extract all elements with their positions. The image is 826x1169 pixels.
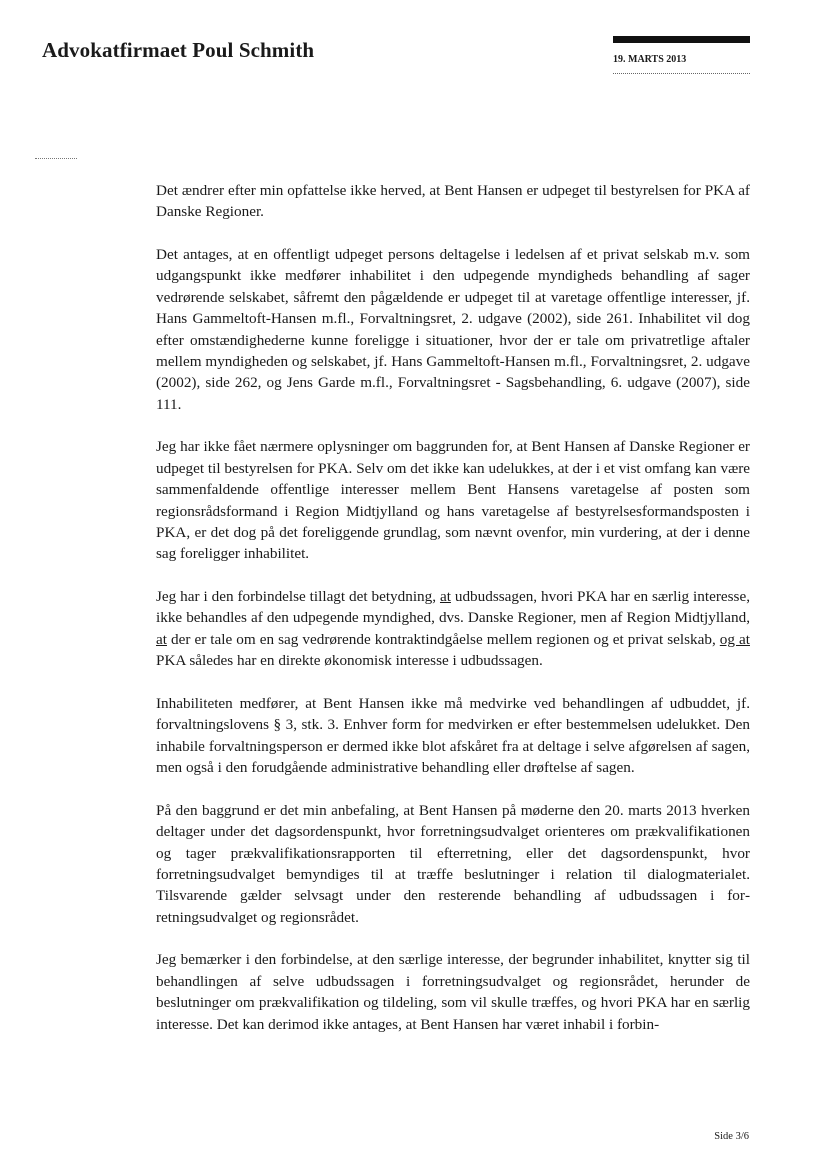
paragraph-4-part-4: PKA således har en direkte økonomisk interesse i udbudssagen. [156,652,543,670]
page-number: Side 3/6 [714,1131,749,1142]
paragraph-4-part-3: der er tale om en sag vedrørende kontraktindgåelse mellem regionen og et privat selskab, [166,630,720,648]
margin-dotted-rule [35,158,77,159]
date-divider [613,73,750,74]
underlined-at-1: at [439,588,451,606]
paragraph-4-part-1: Jeg har i den forbindelse tillagt det betydning, [156,588,440,606]
paragraph-1: Det ændrer efter min opfattelse ikke herved, at Bent Hansen er udpeget til bestyrelsen for PKA af Danske Regioner. [156,182,750,221]
underlined-at-2: at [156,630,167,648]
paragraph-7: Jeg bemærker i den forbindelse, at den særlige interesse, der begrunder inhabilitet, knytter sig til behandlingen af selve udbudssagen i forretningsudvalget og regionsrådet, herunder de beslutninger om prækvalifikation og tildeling, som vil skulle træffes, og hvori PKA har en særlig interesse. Det kan derimod ikke antages, at Bent Hansen har været inhabil i forbin- [156,951,750,1033]
paragraph-4 [156,586,750,672]
paragraph-6: På den baggrund er det min anbefaling, at Bent Hansen på møderne den 20. marts 2013 hverken deltager under det dagsordenspunkt, hvor forretningsudvalget orienteres om prækvalifikationen og tager prækvalifikationsrapporten til efterretning, eller det dagsordenspunkt, hvor forretningsudvalget bemyndiges til at træffe beslutninger i relation til dialogmaterialet. Tilsvarende gælder selvsagt under den resterende behandling af udbudssagen i forretningsudvalget og regionsrådet. [156,801,750,926]
firm-name: Advokatfirmaet Poul Schmith [42,38,315,62]
underlined-og-at: og at [719,630,750,648]
header-bar [613,36,750,43]
paragraph-3: Jeg har ikke fået nærmere oplysninger om baggrunden for, at Bent Hansen af Danske Regioner er udpeget til bestyrelsen for PKA. Selv om det ikke kan udelukkes, at der i et vist omfang kan være sammenfaldende offentlige interesser mellem Bent Hansens varetagelse af posten som regionsrådsformand i Region Midtjylland og hans varetagelse af bestyrelsesformandsposten i PKA, er det dog på det foreliggende grundlag, som nævnt ovenfor, min vurdering, at der i denne sag foreligger inhabilitet. [156,438,750,563]
paragraph-4-part-2: udbudssagen, hvori PKA har en særlig interesse, ikke behandles af den udpegende myndighed, dvs. Danske Regioner, men af Region Midtjylland, [156,588,750,627]
letter-body [156,180,750,1056]
document-date: 19. MARTS 2013 [613,54,687,65]
paragraph-5: Inhabiliteten medfører, at Bent Hansen ikke må medvirke ved behandlingen af udbuddet, jf. forvaltningslovens § 3, stk. 3. Enhver form for medvirken er efter bestemmelsen udelukket. Den inhabile forvaltningsperson er dermed ikke blot afskåret fra at deltage i selve afgørelsen af sagen, men også i den forudgående administrative behandling eller drøftelse af sagen. [156,694,750,777]
paragraph-2: Det antages, at en offentligt udpeget persons deltagelse i ledelsen af et privat selskab m.v. som udgangspunkt ikke medfører inhabilitet i den udpegende myndigheds behandling af sager vedrørende selskabet, såfremt den pågældende er udpeget til at varetage offentlige interesser, jf. Hans Gammeltoft-Hansen m.fl., Forvaltningsret, 2. udgave (2002), side 261. Inhabilitet vil dog efter omstændighederne kunne foreligge i situationer, hvor der er tale om privatretlige aftaler mellem myndigheden og selskabet, jf. Hans Gammeltoft-Hansen m.fl., Forvaltningsret, 2. udgave (2002), side 262, og Jens Garde m.fl., Forvaltningsret - Sagsbehandling, 6. udgave (2007), side 111. [156,246,750,413]
